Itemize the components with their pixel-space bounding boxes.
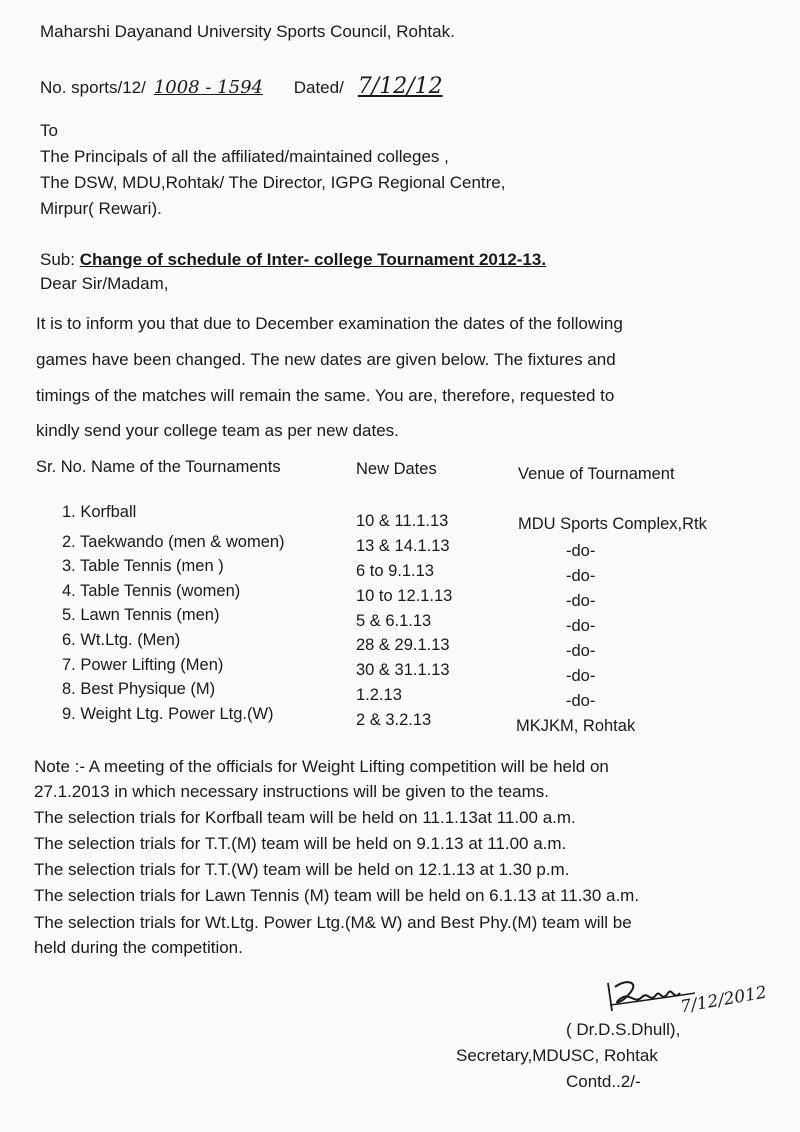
body-line-2: games have been changed. The new dates are given below. The fixtures and — [36, 350, 616, 369]
row-4-name: 4. Table Tennis (women) — [62, 582, 241, 600]
row-7-dates: 30 & 31.1.13 — [356, 661, 450, 679]
row-3-dates: 6 to 9.1.13 — [356, 562, 434, 580]
row-2-dates: 13 & 14.1.13 — [356, 537, 450, 555]
note-line-7: The selection trials for Wt.Ltg. Power Ltg.(M& W) and Best Phy.(M) team will be — [34, 913, 632, 932]
row-6-name: 6. Wt.Ltg. (Men) — [62, 631, 181, 649]
signatory-designation: Secretary,MDUSC, Rohtak — [456, 1046, 658, 1065]
row-2-name: 2. Taekwando (men & women) — [62, 533, 285, 551]
body-line-4: kindly send your college team as per new dates. — [36, 421, 399, 440]
note-line-3: The selection trials for Korfball team will be held on 11.1.13at 11.00 a.m. — [34, 808, 576, 827]
row-8-venue: -do- — [566, 692, 596, 710]
row-1-name: 1. Korfball — [62, 503, 137, 521]
note-line-4: The selection trials for T.T.(M) team will be held on 9.1.13 at 11.00 a.m. — [34, 834, 567, 853]
row-8-dates: 1.2.13 — [356, 686, 402, 704]
row-6-venue: -do- — [566, 642, 596, 660]
header-venue: Venue of Tournament — [518, 465, 675, 483]
subject-line — [40, 250, 546, 270]
note-line-8: held during the competition. — [34, 938, 243, 957]
row-8-name: 8. Best Physique (M) — [62, 680, 216, 698]
reference-prefix: No. sports/12/ — [40, 78, 146, 97]
row-6-dates: 28 & 29.1.13 — [356, 636, 450, 654]
row-5-name: 5. Lawn Tennis (men) — [62, 606, 220, 624]
to-label: To — [40, 121, 58, 140]
subject-label: Sub: — [40, 250, 75, 269]
address-line-1: The Principals of all the affiliated/maintained colleges , — [40, 147, 449, 166]
reference-line — [40, 74, 457, 99]
row-5-dates: 5 & 6.1.13 — [356, 612, 432, 630]
note-line-6: The selection trials for Lawn Tennis (M) team will be held on 6.1.13 at 11.30 a.m. — [34, 886, 640, 905]
continued-marker: Contd..2/- — [566, 1072, 641, 1091]
letter-date: 7/12/12 — [357, 74, 443, 99]
note-line-5: The selection trials for T.T.(W) team will be held on 12.1.13 at 1.30 p.m. — [34, 860, 570, 879]
header-new-dates: New Dates — [356, 460, 437, 478]
salutation: Dear Sir/Madam, — [40, 274, 169, 293]
body-line-1: It is to inform you that due to December examination the dates of the following — [36, 314, 623, 333]
row-1-venue: MDU Sports Complex,Rtk — [518, 515, 707, 533]
row-5-venue: -do- — [566, 617, 596, 635]
row-7-name: 7. Power Lifting (Men) — [62, 656, 224, 674]
note-line-2: 27.1.2013 in which necessary instructions will be given to the teams. — [34, 782, 549, 801]
organization-name: Maharshi Dayanand University Sports Council, Rohtak. — [40, 22, 455, 41]
note-line-1: Note :- A meeting of the officials for Weight Lifting competition will be held on — [34, 757, 609, 776]
row-9-dates: 2 & 3.2.13 — [356, 711, 432, 729]
address-line-3: Mirpur( Rewari). — [40, 199, 162, 218]
body-line-3: timings of the matches will remain the same. You are, therefore, requested to — [36, 386, 615, 405]
row-4-venue: -do- — [566, 592, 596, 610]
signature-date: 7/12/2012 — [678, 982, 769, 1018]
address-line-2: The DSW, MDU,Rohtak/ The Director, IGPG Regional Centre, — [40, 173, 506, 192]
row-7-venue: -do- — [566, 667, 596, 685]
reference-number: 1008 - 1594 — [153, 77, 263, 98]
subject-text: Change of schedule of Inter- college Tournament 2012-13. — [79, 250, 547, 269]
header-tournament-name: Sr. No. Name of the Tournaments — [36, 458, 281, 476]
signatory-name: ( Dr.D.S.Dhull), — [566, 1020, 681, 1039]
row-1-dates: 10 & 11.1.13 — [356, 512, 449, 530]
row-3-venue: -do- — [566, 567, 596, 585]
dated-label: Dated/ — [293, 78, 344, 97]
row-9-venue: MKJKM, Rohtak — [516, 717, 636, 735]
row-4-dates: 10 to 12.1.13 — [356, 587, 453, 605]
row-3-name: 3. Table Tennis (men ) — [62, 557, 224, 575]
row-9-name: 9. Weight Ltg. Power Ltg.(W) — [62, 705, 274, 723]
row-2-venue: -do- — [566, 542, 596, 560]
